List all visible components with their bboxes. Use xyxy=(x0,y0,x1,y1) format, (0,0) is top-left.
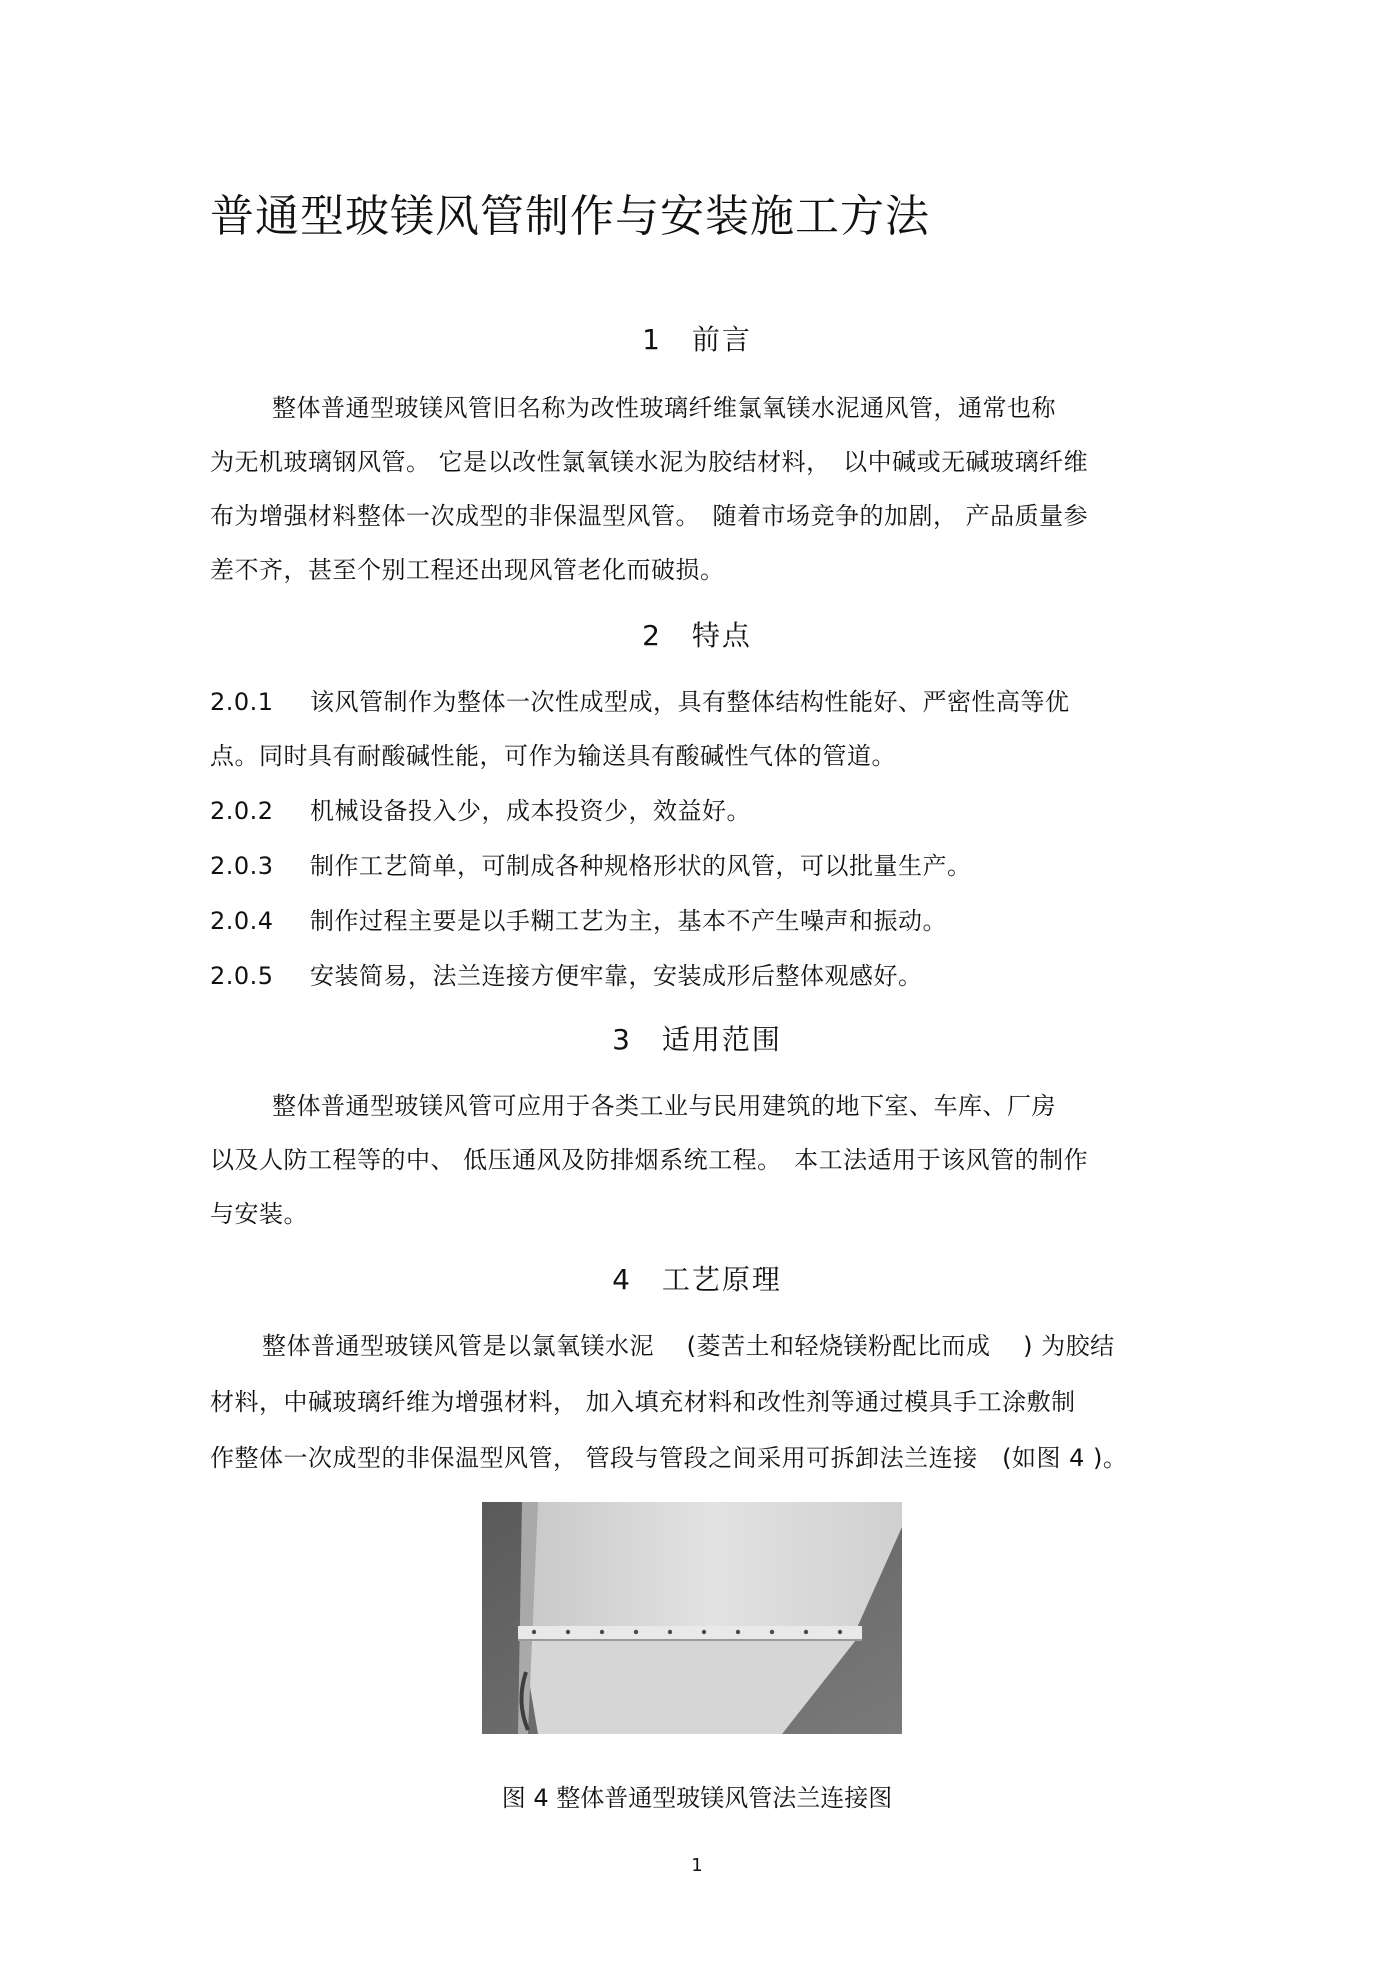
paragraph-line: 材料，中碱玻璃纤维为增强材料， 加入填充材料和改性剂等通过模具手工涂敷制 xyxy=(210,1388,1076,1416)
paragraph-line: 为无机玻璃钢风管。 它是以改性氯氧镁水泥为胶结材料， 以中碱或无碱玻璃纤维 xyxy=(210,448,1089,476)
paragraph-line: 布为增强材料整体一次成型的非保温型风管。 随着市场竞争的加剧， 产品质量参 xyxy=(210,502,1089,530)
item-text: 安装简易，法兰连接方便牢靠，安装成形后整体观感好。 xyxy=(310,962,923,990)
section-heading-4: 4 工艺原理 xyxy=(612,1263,782,1296)
list-item xyxy=(210,791,751,826)
item-continuation: 点。同时具有耐酸碱性能，可作为输送具有酸碱性气体的管道。 xyxy=(210,742,896,770)
section-heading-2: 2 特点 xyxy=(642,619,752,652)
item-text: 制作工艺简单，可制成各种规格形状的风管，可以批量生产。 xyxy=(310,852,972,880)
page-title: 普通型玻镁风管制作与安装施工方法 xyxy=(210,191,930,242)
item-number: 2.0.2 xyxy=(210,797,274,825)
item-number: 2.0.1 xyxy=(210,688,274,716)
paragraph-line: 与安装。 xyxy=(210,1200,308,1228)
paragraph-line: 整体普通型玻镁风管旧名称为改性玻璃纤维氯氧镁水泥通风管，通常也称 xyxy=(272,394,1056,422)
duct-flange-photo xyxy=(482,1502,902,1734)
paragraph-line: 以及人防工程等的中、 低压通风及防排烟系统工程。 本工法适用于该风管的制作 xyxy=(210,1146,1089,1174)
item-number: 2.0.5 xyxy=(210,962,274,990)
paragraph-line: 作整体一次成型的非保温型风管， 管段与管段之间采用可拆卸法兰连接 (如图 4 )。 xyxy=(210,1444,1128,1472)
item-text: 该风管制作为整体一次性成型成，具有整体结构性能好、严密性高等优 xyxy=(310,688,1070,716)
list-item xyxy=(210,956,923,991)
item-text: 制作过程主要是以手糊工艺为主，基本不产生噪声和振动。 xyxy=(310,907,947,935)
list-item xyxy=(210,846,972,881)
section-heading-3: 3 适用范围 xyxy=(612,1023,782,1056)
item-text: 机械设备投入少，成本投资少，效益好。 xyxy=(310,797,751,825)
list-item xyxy=(210,682,1070,717)
list-item xyxy=(210,901,947,936)
section-heading-1: 1 前言 xyxy=(642,323,752,356)
paragraph-line: 整体普通型玻镁风管是以氯氧镁水泥 (菱苦土和轻烧镁粉配比而成 ) 为胶结 xyxy=(262,1332,1115,1360)
item-number: 2.0.3 xyxy=(210,852,274,880)
item-number: 2.0.4 xyxy=(210,907,274,935)
paragraph-line: 差不齐，甚至个别工程还出现风管老化而破损。 xyxy=(210,556,725,584)
page-number: 1 xyxy=(691,1855,703,1876)
paragraph-line: 整体普通型玻镁风管可应用于各类工业与民用建筑的地下室、车库、厂房 xyxy=(272,1092,1056,1120)
figure-caption: 图 4 整体普通型玻镁风管法兰连接图 xyxy=(501,1784,893,1812)
